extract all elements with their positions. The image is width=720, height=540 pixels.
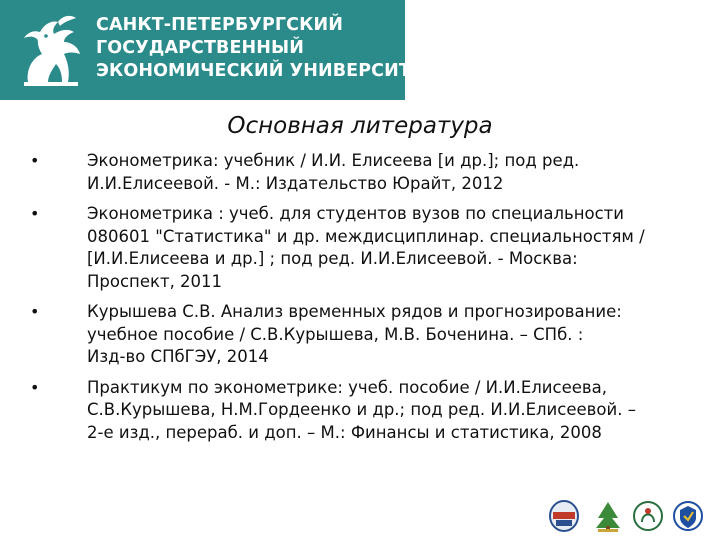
literature-line: Эконометрика : учеб. для студентов вузов по специальности [87, 204, 625, 223]
literature-item [30, 150, 700, 195]
academy-emblem-icon [632, 498, 664, 534]
literature-item [30, 203, 700, 293]
university-name [96, 14, 435, 83]
university-header [0, 0, 435, 100]
literature-line: Практикум по эконометрике: учеб. пособие / И.И.Елисеева, [87, 377, 607, 397]
bullet-icon: • [30, 377, 40, 397]
literature-line: Проспект, 2011 [87, 271, 223, 291]
griffin-icon [18, 12, 90, 90]
literature-line: [И.И.Елисеева и др.] ; под ред. И.И.Елисеевой. - Москва: [87, 249, 578, 268]
university-name-line: САНКТ-ПЕТЕРБУРГСКИЙ [96, 15, 344, 35]
literature-item [30, 301, 700, 369]
tree-emblem-icon [592, 498, 624, 534]
literature-line: Курышева С.В. Анализ временных рядов и прогнозирование: [87, 302, 622, 321]
footer-emblems [540, 494, 720, 540]
literature-item [30, 377, 700, 445]
literature-line: 2-е изд., перераб. и доп. – М.: Финансы и статистика, 2008 [87, 422, 602, 442]
literature-line: С.В.Курышева, Н.М.Гордеенко и др.; под ред. И.И.Елисеевой. – [87, 400, 636, 419]
finance-emblem-icon [548, 498, 580, 534]
literature-line: 080601 "Статистика" и др. междисциплинар. специальностям / [87, 226, 645, 246]
literature-list [30, 150, 700, 452]
literature-line: И.И.Елисеевой. - М.: Издательство Юрайт, 2012 [87, 173, 504, 193]
literature-line: Эконометрика: учебник / И.И. Елисеева [и др.]; под ред. [87, 151, 580, 170]
slide-title: Основная литература [227, 113, 493, 139]
literature-line: Изд-во СПбГЭУ, 2014 [87, 347, 269, 366]
bullet-icon: • [30, 151, 40, 170]
university-name-line: ЭКОНОМИЧЕСКИЙ УНИВЕРСИТЕТ [96, 61, 435, 81]
university-name-line: ГОСУДАРСТВЕННЫЙ [96, 38, 304, 58]
shield-emblem-icon [672, 498, 704, 534]
bullet-icon: • [30, 204, 40, 223]
bullet-icon: • [30, 302, 40, 321]
literature-line: учебное пособие / С.В.Курышева, М.В. Боченина. – СПб. : [87, 324, 584, 344]
